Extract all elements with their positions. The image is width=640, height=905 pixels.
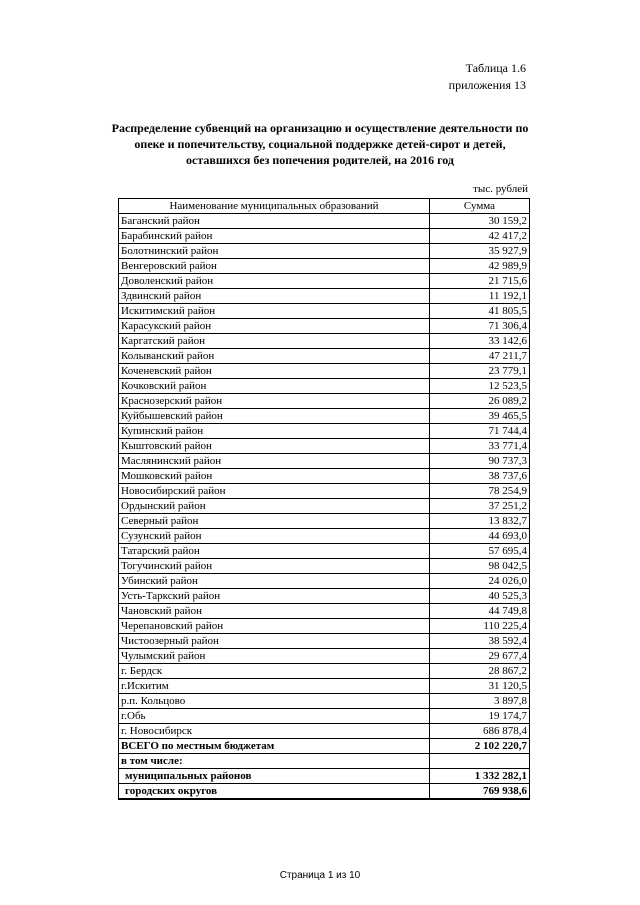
page-number: Страница 1 из 10 xyxy=(279,870,361,881)
row-name-cell: городских округов xyxy=(119,784,430,800)
table-row xyxy=(119,754,530,769)
title-line-2: опеке и попечительству, социальной поддержке детей-сирот и детей, xyxy=(134,137,506,151)
table-row xyxy=(119,229,530,244)
table-row xyxy=(119,664,530,679)
row-amount-cell: 39 465,5 xyxy=(430,409,530,424)
row-name-cell: Чистоозерный район xyxy=(119,634,430,649)
table-row xyxy=(119,559,530,574)
table-row xyxy=(119,319,530,334)
table-row xyxy=(119,694,530,709)
row-amount-cell: 769 938,6 xyxy=(430,784,530,800)
table-row xyxy=(119,334,530,349)
row-amount-cell: 90 737,3 xyxy=(430,454,530,469)
table-number: Таблица 1.6 xyxy=(465,61,526,75)
row-amount-cell: 13 832,7 xyxy=(430,514,530,529)
row-name-cell: Доволенский район xyxy=(119,274,430,289)
row-name-cell: Карасукский район xyxy=(119,319,430,334)
row-amount-cell: 12 523,5 xyxy=(430,379,530,394)
row-amount-cell: 110 225,4 xyxy=(430,619,530,634)
row-name-cell: Баганский район xyxy=(119,214,430,229)
row-name-cell: муниципальных районов xyxy=(119,769,430,784)
row-name-cell: Черепановский район xyxy=(119,619,430,634)
row-amount-cell xyxy=(430,754,530,769)
row-amount-cell: 29 677,4 xyxy=(430,649,530,664)
table-row xyxy=(119,394,530,409)
table-row xyxy=(119,379,530,394)
table-body xyxy=(119,214,530,800)
row-amount-cell: 33 142,6 xyxy=(430,334,530,349)
row-name-cell: Куйбышевский район xyxy=(119,409,430,424)
row-amount-cell: 24 026,0 xyxy=(430,574,530,589)
row-amount-cell: 19 174,7 xyxy=(430,709,530,724)
table-reference xyxy=(449,60,526,94)
row-amount-cell: 44 693,0 xyxy=(430,529,530,544)
table-row xyxy=(119,574,530,589)
row-name-cell: Чулымский район xyxy=(119,649,430,664)
row-name-cell: Купинский район xyxy=(119,424,430,439)
title-line-3: оставшихся без попечения родителей, на 2016 год xyxy=(186,153,454,167)
row-amount-cell: 26 089,2 xyxy=(430,394,530,409)
table-row xyxy=(119,649,530,664)
row-amount-cell: 35 927,9 xyxy=(430,244,530,259)
row-amount-cell: 71 744,4 xyxy=(430,424,530,439)
row-amount-cell: 38 737,6 xyxy=(430,469,530,484)
row-name-cell: ВСЕГО по местным бюджетам xyxy=(119,739,430,754)
row-name-cell: Мошковский район xyxy=(119,469,430,484)
row-name-cell: Коченевский район xyxy=(119,364,430,379)
row-name-cell: Барабинский район xyxy=(119,229,430,244)
row-name-cell: г.Искитим xyxy=(119,679,430,694)
row-name-cell: г. Бердск xyxy=(119,664,430,679)
table-row xyxy=(119,274,530,289)
row-name-cell: в том числе: xyxy=(119,754,430,769)
row-name-cell: р.п. Кольцово xyxy=(119,694,430,709)
row-amount-cell: 57 695,4 xyxy=(430,544,530,559)
row-amount-cell: 33 771,4 xyxy=(430,439,530,454)
title-line-1: Распределение субвенций на организацию и осуществление деятельности по xyxy=(111,121,529,135)
table-row xyxy=(119,619,530,634)
column-header-amount: Сумма xyxy=(430,199,530,214)
row-name-cell: Ордынский район xyxy=(119,499,430,514)
table-row xyxy=(119,739,530,754)
row-amount-cell: 78 254,9 xyxy=(430,484,530,499)
table-row xyxy=(119,424,530,439)
row-name-cell: Краснозерский район xyxy=(119,394,430,409)
row-name-cell: Чановский район xyxy=(119,604,430,619)
row-name-cell: Кочковский район xyxy=(119,379,430,394)
appendix-number: приложения 13 xyxy=(448,78,526,92)
table-row xyxy=(119,499,530,514)
row-amount-cell: 71 306,4 xyxy=(430,319,530,334)
table-row xyxy=(119,709,530,724)
row-amount-cell: 23 779,1 xyxy=(430,364,530,379)
table-row xyxy=(119,409,530,424)
row-amount-cell: 41 805,5 xyxy=(430,304,530,319)
row-amount-cell: 37 251,2 xyxy=(430,499,530,514)
row-name-cell: Усть-Таркский район xyxy=(119,589,430,604)
row-amount-cell: 42 989,9 xyxy=(430,259,530,274)
row-amount-cell: 42 417,2 xyxy=(430,229,530,244)
subsidy-table xyxy=(118,198,530,800)
row-name-cell: Татарский район xyxy=(119,544,430,559)
table-header-row xyxy=(119,199,530,214)
row-amount-cell: 686 878,4 xyxy=(430,724,530,739)
row-amount-cell: 30 159,2 xyxy=(430,214,530,229)
row-name-cell: Тогучинский район xyxy=(119,559,430,574)
row-amount-cell: 47 211,7 xyxy=(430,349,530,364)
row-amount-cell: 28 867,2 xyxy=(430,664,530,679)
table-row xyxy=(119,469,530,484)
table-row xyxy=(119,769,530,784)
row-amount-cell: 31 120,5 xyxy=(430,679,530,694)
row-amount-cell: 2 102 220,7 xyxy=(430,739,530,754)
row-name-cell: г.Обь xyxy=(119,709,430,724)
row-name-cell: Здвинский район xyxy=(119,289,430,304)
table-row xyxy=(119,514,530,529)
table-row xyxy=(119,289,530,304)
table-row xyxy=(119,364,530,379)
table-row xyxy=(119,604,530,619)
row-name-cell: Маслянинский район xyxy=(119,454,430,469)
table-row xyxy=(119,724,530,739)
row-name-cell: Каргатский район xyxy=(119,334,430,349)
units-label: тыс. рублей xyxy=(473,183,528,195)
row-name-cell: Болотнинский район xyxy=(119,244,430,259)
row-name-cell: г. Новосибирск xyxy=(119,724,430,739)
row-amount-cell: 3 897,8 xyxy=(430,694,530,709)
row-name-cell: Северный район xyxy=(119,514,430,529)
row-amount-cell: 44 749,8 xyxy=(430,604,530,619)
table-row xyxy=(119,529,530,544)
table-row xyxy=(119,634,530,649)
row-amount-cell: 38 592,4 xyxy=(430,634,530,649)
row-name-cell: Сузунский район xyxy=(119,529,430,544)
table-row xyxy=(119,214,530,229)
row-name-cell: Убинский район xyxy=(119,574,430,589)
table-row xyxy=(119,244,530,259)
row-name-cell: Искитимский район xyxy=(119,304,430,319)
row-amount-cell: 40 525,3 xyxy=(430,589,530,604)
table-row xyxy=(119,349,530,364)
document-title xyxy=(110,120,530,168)
table-row xyxy=(119,484,530,499)
table-row xyxy=(119,679,530,694)
table-row xyxy=(119,439,530,454)
row-name-cell: Венгеровский район xyxy=(119,259,430,274)
row-amount-cell: 11 192,1 xyxy=(430,289,530,304)
table-row xyxy=(119,589,530,604)
row-amount-cell: 1 332 282,1 xyxy=(430,769,530,784)
row-name-cell: Кыштовский район xyxy=(119,439,430,454)
row-name-cell: Новосибирский район xyxy=(119,484,430,499)
table-row xyxy=(119,304,530,319)
row-amount-cell: 98 042,5 xyxy=(430,559,530,574)
row-name-cell: Колыванский район xyxy=(119,349,430,364)
table-row xyxy=(119,454,530,469)
table-row xyxy=(119,544,530,559)
table-row xyxy=(119,259,530,274)
column-header-name: Наименование муниципальных образований xyxy=(119,199,430,214)
table-row xyxy=(119,784,530,800)
row-amount-cell: 21 715,6 xyxy=(430,274,530,289)
